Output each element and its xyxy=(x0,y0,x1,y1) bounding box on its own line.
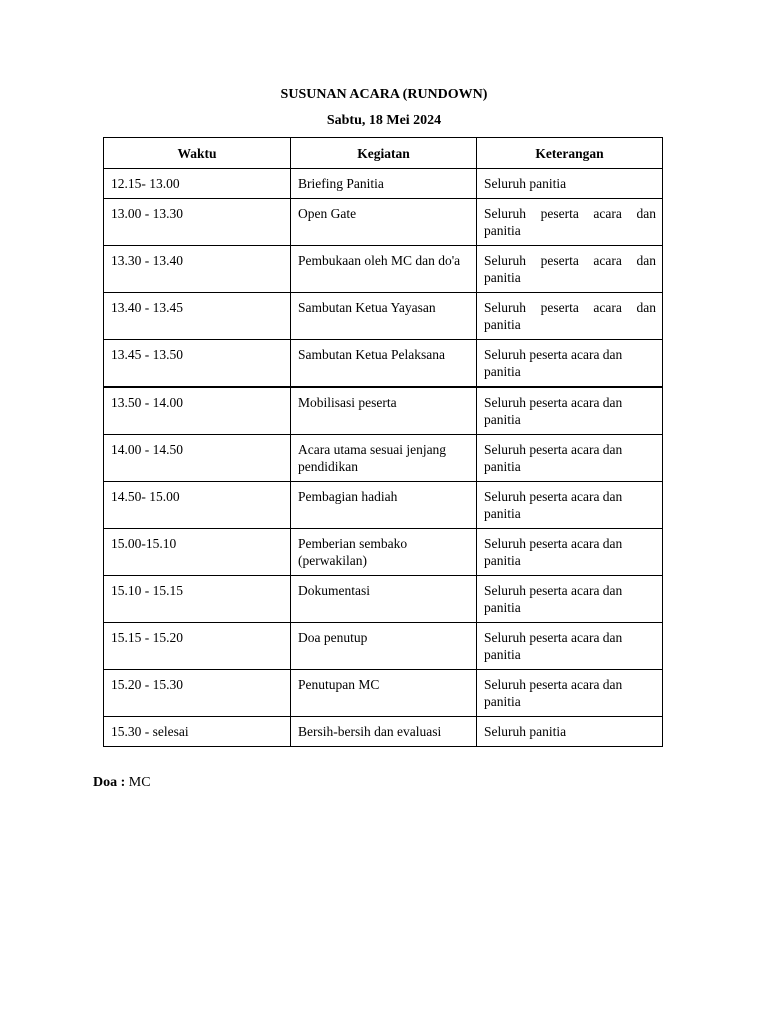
header-keterangan: Keterangan xyxy=(477,138,663,169)
document-title: SUSUNAN ACARA (RUNDOWN) xyxy=(280,87,488,102)
cell-waktu: 15.30 - selesai xyxy=(104,717,291,747)
cell-keterangan: Seluruh peserta acara dan panitia xyxy=(477,199,663,246)
cell-waktu: 14.50- 15.00 xyxy=(104,482,291,529)
cell-keterangan: Seluruh peserta acara dan panitia xyxy=(477,670,663,717)
cell-kegiatan: Mobilisasi peserta xyxy=(291,387,477,435)
cell-kegiatan: Pembagian hadiah xyxy=(291,482,477,529)
document-date: Sabtu, 18 Mei 2024 xyxy=(326,113,442,128)
cell-keterangan: Seluruh peserta acara dan panitia xyxy=(477,529,663,576)
table-row xyxy=(104,623,663,670)
header-waktu: Waktu xyxy=(104,138,291,169)
cell-waktu: 15.00-15.10 xyxy=(104,529,291,576)
header-kegiatan: Kegiatan xyxy=(291,138,477,169)
cell-kegiatan: Doa penutup xyxy=(291,623,477,670)
cell-waktu: 12.15- 13.00 xyxy=(104,169,291,199)
cell-keterangan: Seluruh peserta acara dan panitia xyxy=(477,623,663,670)
cell-kegiatan: Pembukaan oleh MC dan do'a xyxy=(291,246,477,293)
cell-keterangan: Seluruh panitia xyxy=(477,169,663,199)
cell-keterangan: Seluruh peserta acara dan panitia xyxy=(477,387,663,435)
cell-waktu: 13.40 - 13.45 xyxy=(104,293,291,340)
rundown-table xyxy=(103,137,663,747)
cell-waktu: 13.30 - 13.40 xyxy=(104,246,291,293)
cell-kegiatan: Open Gate xyxy=(291,199,477,246)
cell-waktu: 14.00 - 14.50 xyxy=(104,435,291,482)
cell-kegiatan: Bersih-bersih dan evaluasi xyxy=(291,717,477,747)
table-row xyxy=(104,435,663,482)
cell-kegiatan: Dokumentasi xyxy=(291,576,477,623)
cell-waktu: 13.45 - 13.50 xyxy=(104,340,291,388)
cell-kegiatan: Sambutan Ketua Pelaksana xyxy=(291,340,477,388)
cell-waktu: 13.00 - 13.30 xyxy=(104,199,291,246)
cell-kegiatan: Penutupan MC xyxy=(291,670,477,717)
table-row xyxy=(104,387,663,435)
cell-waktu: 13.50 - 14.00 xyxy=(104,387,291,435)
table-row xyxy=(104,717,663,747)
doa-label: Doa : xyxy=(93,775,126,790)
table-row xyxy=(104,199,663,246)
table-row xyxy=(104,293,663,340)
table-row xyxy=(104,529,663,576)
table-row xyxy=(104,169,663,199)
table-row xyxy=(104,670,663,717)
cell-kegiatan: Acara utama sesuai jenjang pendidikan xyxy=(291,435,477,482)
cell-waktu: 15.20 - 15.30 xyxy=(104,670,291,717)
cell-waktu: 15.10 - 15.15 xyxy=(104,576,291,623)
doa-value: MC xyxy=(128,775,151,790)
doa-line xyxy=(93,775,151,791)
cell-keterangan: Seluruh panitia xyxy=(477,717,663,747)
cell-keterangan: Seluruh peserta acara dan panitia xyxy=(477,482,663,529)
table-header-row xyxy=(104,138,663,169)
table-row xyxy=(104,482,663,529)
cell-kegiatan: Briefing Panitia xyxy=(291,169,477,199)
cell-keterangan: Seluruh peserta acara dan panitia xyxy=(477,246,663,293)
table-row xyxy=(104,576,663,623)
cell-waktu: 15.15 - 15.20 xyxy=(104,623,291,670)
table-row xyxy=(104,246,663,293)
cell-keterangan: Seluruh peserta acara dan panitia xyxy=(477,576,663,623)
cell-kegiatan: Pemberian sembako (perwakilan) xyxy=(291,529,477,576)
cell-keterangan: Seluruh peserta acara dan panitia xyxy=(477,435,663,482)
table-row xyxy=(104,340,663,388)
cell-keterangan: Seluruh peserta acara dan panitia xyxy=(477,293,663,340)
cell-kegiatan: Sambutan Ketua Yayasan xyxy=(291,293,477,340)
cell-keterangan: Seluruh peserta acara dan panitia xyxy=(477,340,663,388)
